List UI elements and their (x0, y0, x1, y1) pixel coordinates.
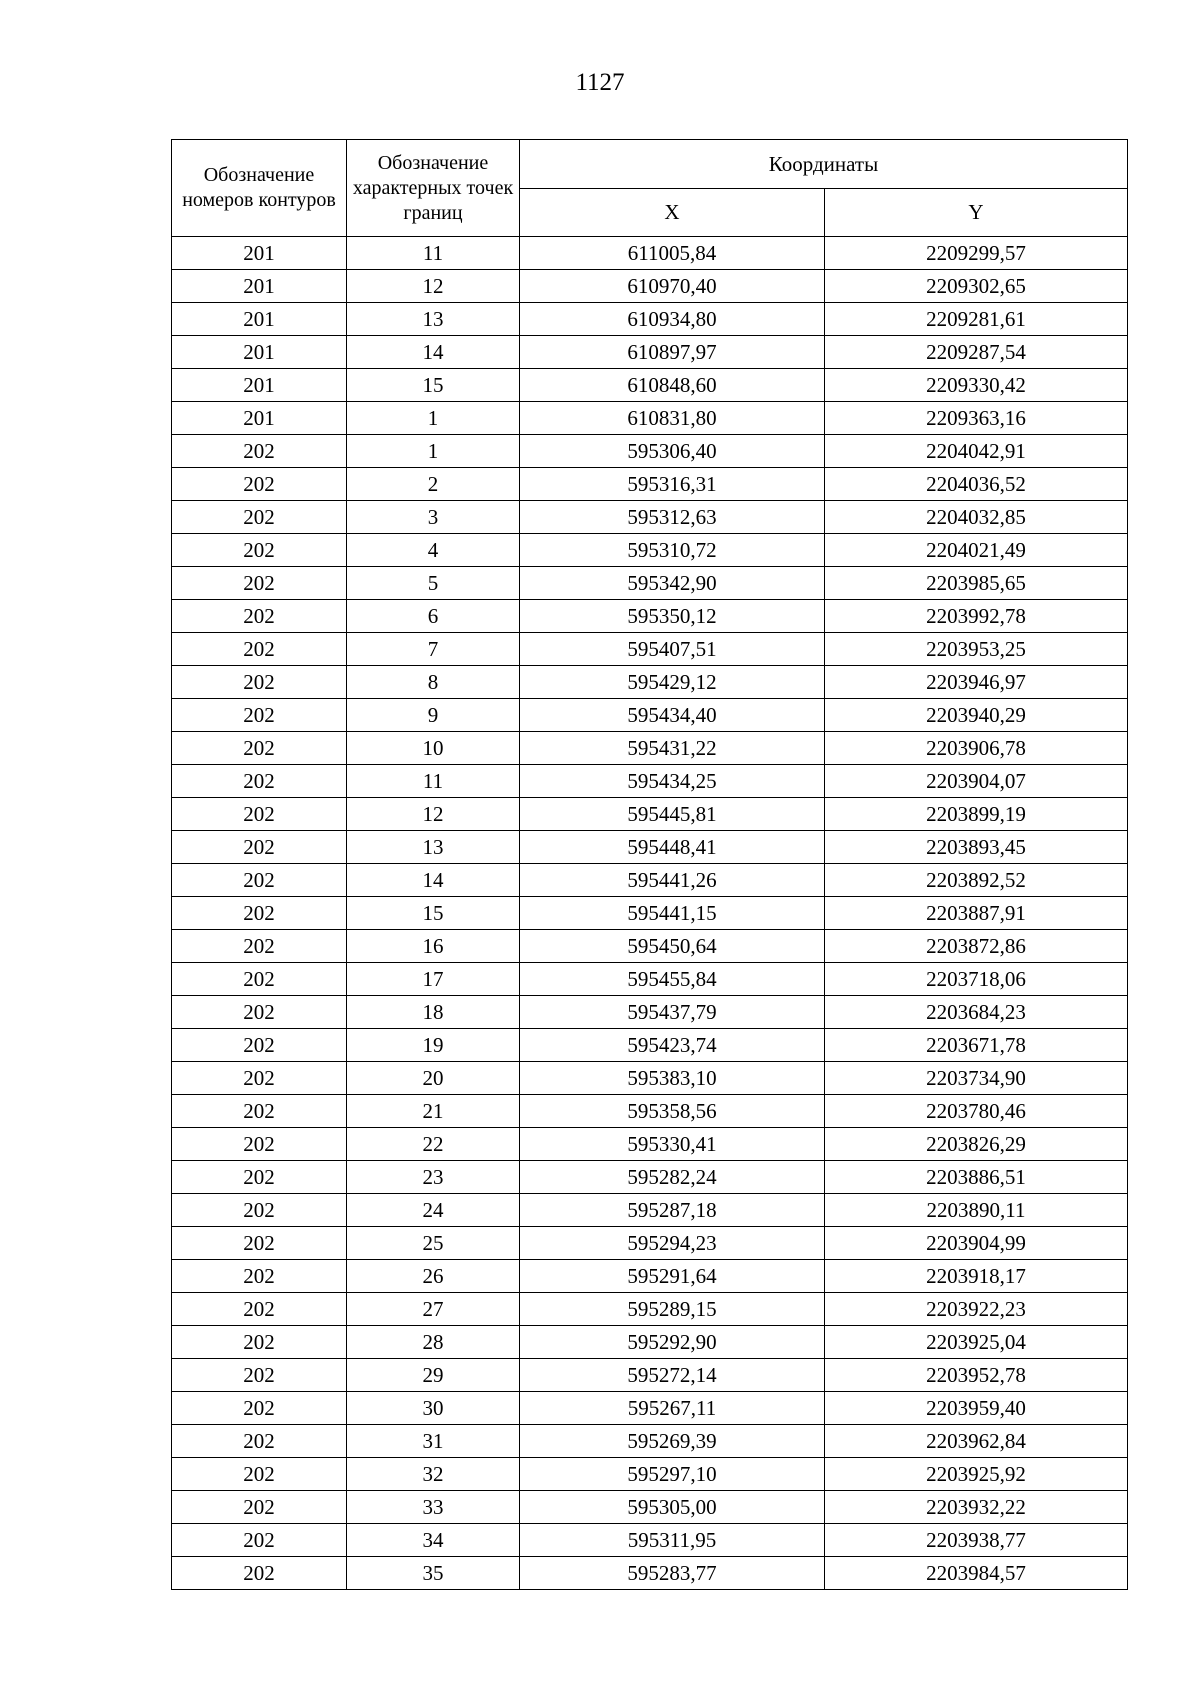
contour-number-cell: 202 (172, 1557, 347, 1590)
x-coordinate-cell: 611005,84 (520, 237, 825, 270)
point-number-cell: 9 (347, 699, 520, 732)
point-number-cell: 23 (347, 1161, 520, 1194)
y-coordinate-cell: 2203925,92 (825, 1458, 1128, 1491)
x-coordinate-cell: 610848,60 (520, 369, 825, 402)
x-coordinate-cell: 595289,15 (520, 1293, 825, 1326)
table-row (172, 1095, 1128, 1128)
x-coordinate-cell: 595272,14 (520, 1359, 825, 1392)
table-row (172, 963, 1128, 996)
y-coordinate-cell: 2203718,06 (825, 963, 1128, 996)
table-row (172, 402, 1128, 435)
contour-number-cell: 202 (172, 1062, 347, 1095)
table-row (172, 435, 1128, 468)
table-row (172, 501, 1128, 534)
y-coordinate-cell: 2203893,45 (825, 831, 1128, 864)
table-row (172, 237, 1128, 270)
table-row (172, 1062, 1128, 1095)
y-coordinate-cell: 2203938,77 (825, 1524, 1128, 1557)
contour-number-cell: 201 (172, 303, 347, 336)
table-row (172, 897, 1128, 930)
table-row (172, 666, 1128, 699)
y-coordinate-cell: 2203922,23 (825, 1293, 1128, 1326)
point-number-cell: 26 (347, 1260, 520, 1293)
x-coordinate-cell: 595305,00 (520, 1491, 825, 1524)
y-coordinate-cell: 2203946,97 (825, 666, 1128, 699)
page-number: 1127 (575, 69, 625, 96)
y-coordinate-cell: 2203904,99 (825, 1227, 1128, 1260)
y-coordinate-cell: 2209302,65 (825, 270, 1128, 303)
table-row (172, 1227, 1128, 1260)
y-coordinate-cell: 2204032,85 (825, 501, 1128, 534)
table-row (172, 633, 1128, 666)
y-coordinate-cell: 2203940,29 (825, 699, 1128, 732)
contour-number-cell: 202 (172, 600, 347, 633)
table-row (172, 534, 1128, 567)
point-number-cell: 15 (347, 369, 520, 402)
contour-number-cell: 202 (172, 501, 347, 534)
y-coordinate-cell: 2203959,40 (825, 1392, 1128, 1425)
y-coordinate-cell: 2203932,22 (825, 1491, 1128, 1524)
point-number-cell: 30 (347, 1392, 520, 1425)
x-coordinate-cell: 595441,15 (520, 897, 825, 930)
point-number-cell: 21 (347, 1095, 520, 1128)
table-row (172, 1194, 1128, 1227)
y-coordinate-cell: 2204021,49 (825, 534, 1128, 567)
table-row (172, 996, 1128, 1029)
y-coordinate-cell: 2203899,19 (825, 798, 1128, 831)
contour-number-cell: 202 (172, 435, 347, 468)
table-row (172, 369, 1128, 402)
contour-number-cell: 202 (172, 1293, 347, 1326)
table-row (172, 1326, 1128, 1359)
contour-number-cell: 202 (172, 732, 347, 765)
x-coordinate-cell: 595311,95 (520, 1524, 825, 1557)
point-number-cell: 15 (347, 897, 520, 930)
contour-number-cell: 201 (172, 369, 347, 402)
x-coordinate-cell: 595450,64 (520, 930, 825, 963)
y-coordinate-cell: 2203886,51 (825, 1161, 1128, 1194)
contour-number-cell: 202 (172, 1095, 347, 1128)
point-number-cell: 10 (347, 732, 520, 765)
x-coordinate-cell: 595267,11 (520, 1392, 825, 1425)
x-coordinate-cell: 610970,40 (520, 270, 825, 303)
table-row (172, 567, 1128, 600)
y-coordinate-cell: 2204036,52 (825, 468, 1128, 501)
point-number-cell: 13 (347, 303, 520, 336)
table-row (172, 1557, 1128, 1590)
point-number-cell: 34 (347, 1524, 520, 1557)
contour-number-cell: 202 (172, 864, 347, 897)
y-coordinate-cell: 2203985,65 (825, 567, 1128, 600)
x-coordinate-cell: 595437,79 (520, 996, 825, 1029)
point-number-cell: 27 (347, 1293, 520, 1326)
header-boundary-point: Обозначение характерных точек границ (347, 140, 520, 237)
y-coordinate-cell: 2203780,46 (825, 1095, 1128, 1128)
table-row (172, 1029, 1128, 1062)
x-coordinate-cell: 595441,26 (520, 864, 825, 897)
table-body (172, 237, 1128, 1590)
contour-number-cell: 202 (172, 1227, 347, 1260)
contour-number-cell: 202 (172, 699, 347, 732)
table-row (172, 930, 1128, 963)
table-row (172, 1425, 1128, 1458)
contour-number-cell: 201 (172, 270, 347, 303)
point-number-cell: 31 (347, 1425, 520, 1458)
table-row (172, 1392, 1128, 1425)
table-row (172, 765, 1128, 798)
y-coordinate-cell: 2203892,52 (825, 864, 1128, 897)
x-coordinate-cell: 595306,40 (520, 435, 825, 468)
contour-number-cell: 202 (172, 1194, 347, 1227)
y-coordinate-cell: 2203984,57 (825, 1557, 1128, 1590)
table-row (172, 270, 1128, 303)
y-coordinate-cell: 2203962,84 (825, 1425, 1128, 1458)
y-coordinate-cell: 2203904,07 (825, 765, 1128, 798)
contour-number-cell: 202 (172, 567, 347, 600)
point-number-cell: 24 (347, 1194, 520, 1227)
point-number-cell: 19 (347, 1029, 520, 1062)
contour-number-cell: 202 (172, 633, 347, 666)
contour-number-cell: 202 (172, 798, 347, 831)
x-coordinate-cell: 595342,90 (520, 567, 825, 600)
table-row (172, 1359, 1128, 1392)
y-coordinate-cell: 2203906,78 (825, 732, 1128, 765)
y-coordinate-cell: 2203925,04 (825, 1326, 1128, 1359)
contour-number-cell: 202 (172, 963, 347, 996)
contour-number-cell: 201 (172, 336, 347, 369)
y-coordinate-cell: 2203890,11 (825, 1194, 1128, 1227)
x-coordinate-cell: 610831,80 (520, 402, 825, 435)
point-number-cell: 28 (347, 1326, 520, 1359)
x-coordinate-cell: 595448,41 (520, 831, 825, 864)
point-number-cell: 4 (347, 534, 520, 567)
point-number-cell: 3 (347, 501, 520, 534)
x-coordinate-cell: 610934,80 (520, 303, 825, 336)
point-number-cell: 25 (347, 1227, 520, 1260)
table-row (172, 732, 1128, 765)
point-number-cell: 6 (347, 600, 520, 633)
x-coordinate-cell: 595310,72 (520, 534, 825, 567)
x-coordinate-cell: 595434,40 (520, 699, 825, 732)
table-row (172, 468, 1128, 501)
contour-number-cell: 202 (172, 1260, 347, 1293)
header-coordinates: Координаты (520, 140, 1128, 189)
x-coordinate-cell: 595283,77 (520, 1557, 825, 1590)
table-row (172, 1128, 1128, 1161)
x-coordinate-cell: 595407,51 (520, 633, 825, 666)
table-row (172, 1524, 1128, 1557)
table-row (172, 798, 1128, 831)
x-coordinate-cell: 595312,63 (520, 501, 825, 534)
point-number-cell: 35 (347, 1557, 520, 1590)
table-row (172, 864, 1128, 897)
contour-number-cell: 201 (172, 402, 347, 435)
x-coordinate-cell: 595431,22 (520, 732, 825, 765)
point-number-cell: 12 (347, 270, 520, 303)
contour-number-cell: 202 (172, 996, 347, 1029)
contour-number-cell: 202 (172, 534, 347, 567)
y-coordinate-cell: 2203887,91 (825, 897, 1128, 930)
x-coordinate-cell: 595423,74 (520, 1029, 825, 1062)
point-number-cell: 1 (347, 402, 520, 435)
x-coordinate-cell: 595316,31 (520, 468, 825, 501)
point-number-cell: 11 (347, 765, 520, 798)
y-coordinate-cell: 2209287,54 (825, 336, 1128, 369)
coordinates-table (171, 139, 1128, 1590)
y-coordinate-cell: 2209330,42 (825, 369, 1128, 402)
x-coordinate-cell: 595350,12 (520, 600, 825, 633)
header-y: Y (825, 189, 1128, 237)
y-coordinate-cell: 2203918,17 (825, 1260, 1128, 1293)
x-coordinate-cell: 595445,81 (520, 798, 825, 831)
point-number-cell: 18 (347, 996, 520, 1029)
table-row (172, 699, 1128, 732)
x-coordinate-cell: 595358,56 (520, 1095, 825, 1128)
y-coordinate-cell: 2203826,29 (825, 1128, 1128, 1161)
point-number-cell: 29 (347, 1359, 520, 1392)
header-contour-number: Обозначение номеров контуров (172, 140, 347, 237)
x-coordinate-cell: 595292,90 (520, 1326, 825, 1359)
table-row (172, 1458, 1128, 1491)
contour-number-cell: 202 (172, 1458, 347, 1491)
y-coordinate-cell: 2203671,78 (825, 1029, 1128, 1062)
table-row (172, 1293, 1128, 1326)
point-number-cell: 12 (347, 798, 520, 831)
y-coordinate-cell: 2203872,86 (825, 930, 1128, 963)
table-row (172, 1260, 1128, 1293)
contour-number-cell: 202 (172, 930, 347, 963)
contour-number-cell: 202 (172, 765, 347, 798)
contour-number-cell: 201 (172, 237, 347, 270)
x-coordinate-cell: 595287,18 (520, 1194, 825, 1227)
contour-number-cell: 202 (172, 666, 347, 699)
table-row (172, 600, 1128, 633)
contour-number-cell: 202 (172, 468, 347, 501)
point-number-cell: 13 (347, 831, 520, 864)
point-number-cell: 33 (347, 1491, 520, 1524)
contour-number-cell: 202 (172, 897, 347, 930)
point-number-cell: 2 (347, 468, 520, 501)
point-number-cell: 32 (347, 1458, 520, 1491)
table-row (172, 1161, 1128, 1194)
x-coordinate-cell: 595383,10 (520, 1062, 825, 1095)
point-number-cell: 20 (347, 1062, 520, 1095)
x-coordinate-cell: 595282,24 (520, 1161, 825, 1194)
y-coordinate-cell: 2203684,23 (825, 996, 1128, 1029)
point-number-cell: 22 (347, 1128, 520, 1161)
contour-number-cell: 202 (172, 1359, 347, 1392)
x-coordinate-cell: 595455,84 (520, 963, 825, 996)
x-coordinate-cell: 595434,25 (520, 765, 825, 798)
contour-number-cell: 202 (172, 1128, 347, 1161)
point-number-cell: 1 (347, 435, 520, 468)
contour-number-cell: 202 (172, 1161, 347, 1194)
table-row (172, 303, 1128, 336)
contour-number-cell: 202 (172, 831, 347, 864)
y-coordinate-cell: 2203953,25 (825, 633, 1128, 666)
x-coordinate-cell: 595291,64 (520, 1260, 825, 1293)
y-coordinate-cell: 2209363,16 (825, 402, 1128, 435)
table-row (172, 1491, 1128, 1524)
y-coordinate-cell: 2203952,78 (825, 1359, 1128, 1392)
x-coordinate-cell: 595294,23 (520, 1227, 825, 1260)
contour-number-cell: 202 (172, 1491, 347, 1524)
y-coordinate-cell: 2204042,91 (825, 435, 1128, 468)
y-coordinate-cell: 2203734,90 (825, 1062, 1128, 1095)
point-number-cell: 17 (347, 963, 520, 996)
table-row (172, 336, 1128, 369)
x-coordinate-cell: 595297,10 (520, 1458, 825, 1491)
x-coordinate-cell: 595429,12 (520, 666, 825, 699)
point-number-cell: 7 (347, 633, 520, 666)
y-coordinate-cell: 2203992,78 (825, 600, 1128, 633)
x-coordinate-cell: 595330,41 (520, 1128, 825, 1161)
contour-number-cell: 202 (172, 1392, 347, 1425)
header-x: X (520, 189, 825, 237)
point-number-cell: 8 (347, 666, 520, 699)
point-number-cell: 14 (347, 864, 520, 897)
contour-number-cell: 202 (172, 1029, 347, 1062)
point-number-cell: 16 (347, 930, 520, 963)
x-coordinate-cell: 595269,39 (520, 1425, 825, 1458)
contour-number-cell: 202 (172, 1326, 347, 1359)
y-coordinate-cell: 2209299,57 (825, 237, 1128, 270)
contour-number-cell: 202 (172, 1524, 347, 1557)
contour-number-cell: 202 (172, 1425, 347, 1458)
table-row (172, 831, 1128, 864)
x-coordinate-cell: 610897,97 (520, 336, 825, 369)
y-coordinate-cell: 2209281,61 (825, 303, 1128, 336)
point-number-cell: 11 (347, 237, 520, 270)
point-number-cell: 5 (347, 567, 520, 600)
point-number-cell: 14 (347, 336, 520, 369)
table-header (172, 140, 1128, 237)
